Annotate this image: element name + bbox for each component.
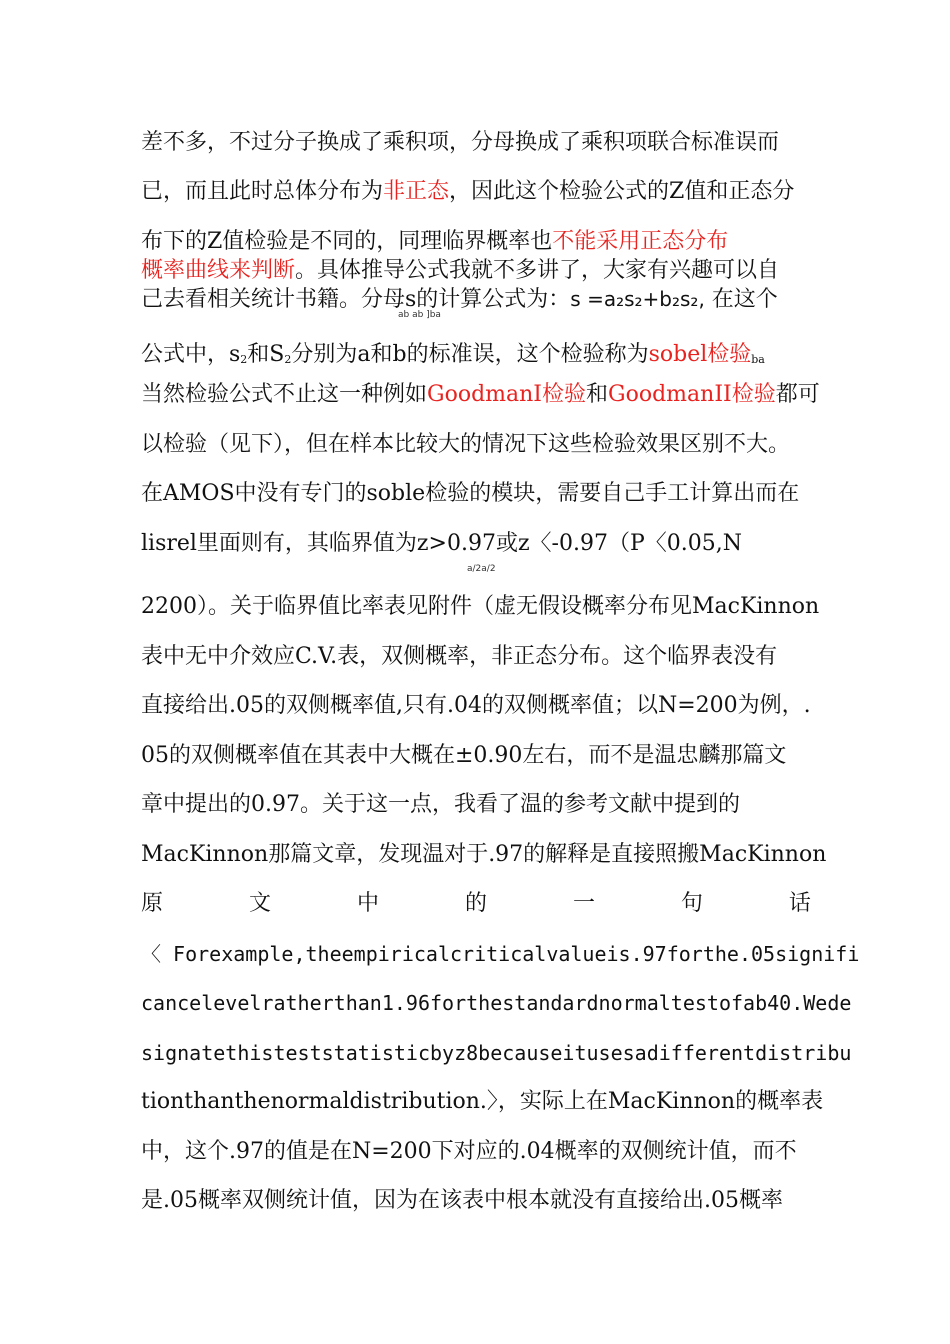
text-line-5 [141, 284, 811, 315]
spaced-char: 原 [141, 891, 164, 916]
subscript-2: 2 [240, 353, 248, 366]
spaced-char: 的 [464, 891, 487, 916]
text-segment: 和 [586, 382, 609, 407]
text-line-15: 章中提出的0.97。关于这一点，我看了温的参考文献中提到的 [141, 792, 740, 817]
spaced-char: 一 [572, 891, 595, 916]
text-line-6 [141, 340, 811, 375]
alpha-subscript: a/2a/2 [467, 564, 496, 574]
text-segment: 。具体推导公式我就不多讲了，大家有兴趣可以自 [295, 258, 780, 283]
text-segment: 己去看相关统计书籍。分母s的计算公式为： [141, 287, 571, 312]
text-line-9: 在AMOS中没有专门的soble检验的模块，需要自己手工计算出而在 [141, 481, 800, 506]
text-line-1: 差不多，不过分子换成了乘积项，分母换成了乘积项联合标准误而 [141, 130, 780, 155]
text-line-18: 〈 Forexample,theempiricalcriticalvalueis.97forthe.05signifi [141, 942, 860, 966]
text-line-19: cancelevelratherthan1.96forthestandardnormaltestofab40.Wede [141, 991, 852, 1015]
text-line-3 [141, 227, 811, 257]
highlight-probability-curve: 概率曲线来判断 [141, 258, 296, 283]
text-line-21: tionthanthenormaldistribution.〉，实际上在MacKinnon的概率表 [141, 1089, 824, 1114]
highlight-non-normal: 非正态 [383, 179, 450, 204]
text-line-8: 以检验（见下），但在样本比较大的情况下这些检验效果区别不大。 [141, 432, 791, 457]
text-line-13: 直接给出.05的双侧概率值,只有.04的双侧概率值；以N=200为例，. [141, 693, 811, 718]
spaced-char: 句 [680, 891, 703, 916]
text-segment: 都可 [775, 382, 820, 407]
text-line-16: MacKinnon那篇文章，发现温对于.97的解释是直接照搬MacKinnon [141, 842, 827, 867]
highlight-goodman-1: GoodmanI检验 [427, 382, 587, 407]
formula-subscript: ab ab ]ba [398, 310, 441, 320]
subscript-ba: ba [751, 353, 765, 366]
highlight-goodman-2: GoodmanII检验 [608, 382, 776, 407]
spaced-char: 中 [356, 891, 379, 916]
text-line-11: 2200）。关于临界值比率表见附件（虚无假设概率分布见MacKinnon [141, 594, 820, 619]
text-line-22: 中，这个.97的值是在N=200下对应的.04概率的双侧统计值，而不 [141, 1139, 797, 1164]
text-segment: 和S [247, 342, 285, 367]
spaced-char: 文 [248, 891, 271, 916]
highlight-no-normal-distribution: 不能采用正态分布 [552, 229, 729, 254]
text-line-17 [141, 889, 811, 919]
highlight-sobel-test: sobel检验 [648, 342, 752, 367]
text-line-7 [141, 380, 820, 410]
text-segment: 公式中，s [141, 342, 241, 367]
text-segment: 布下的Z值检验是不同的，同理临界概率也 [141, 229, 553, 254]
text-segment: ，因此这个检验公式的Z值和正态分 [449, 179, 795, 204]
text-segment: 在这个 [704, 287, 778, 312]
text-line-23: 是.05概率双侧统计值，因为在该表中根本就没有直接给出.05概率 [141, 1188, 783, 1213]
text-line-2 [141, 177, 811, 207]
text-segment: 已，而且此时总体分布为 [141, 179, 384, 204]
text-line-12: 表中无中介效应C.V.表，双侧概率，非正态分布。这个临界表没有 [141, 644, 778, 669]
text-line-4 [141, 256, 811, 286]
text-segment: 分别为a和b的标准误，这个检验称为 [291, 342, 649, 367]
text-line-14: 05的双侧概率值在其表中大概在±0.90左右，而不是温忠麟那篇文 [141, 743, 787, 768]
spaced-char: 话 [788, 891, 811, 916]
formula-s: s =a₂s₂+b₂s₂, [570, 287, 705, 311]
text-line-20: signatethisteststatisticbyz8becauseitusesadifferentdistribu [141, 1041, 852, 1065]
text-line-10: lisrel里面则有，其临界值为z>0.97或z〈-0.97（P〈0.05,N [141, 531, 742, 556]
text-segment: 当然检验公式不止这一种例如 [141, 382, 428, 407]
subscript-2: 2 [284, 353, 292, 366]
